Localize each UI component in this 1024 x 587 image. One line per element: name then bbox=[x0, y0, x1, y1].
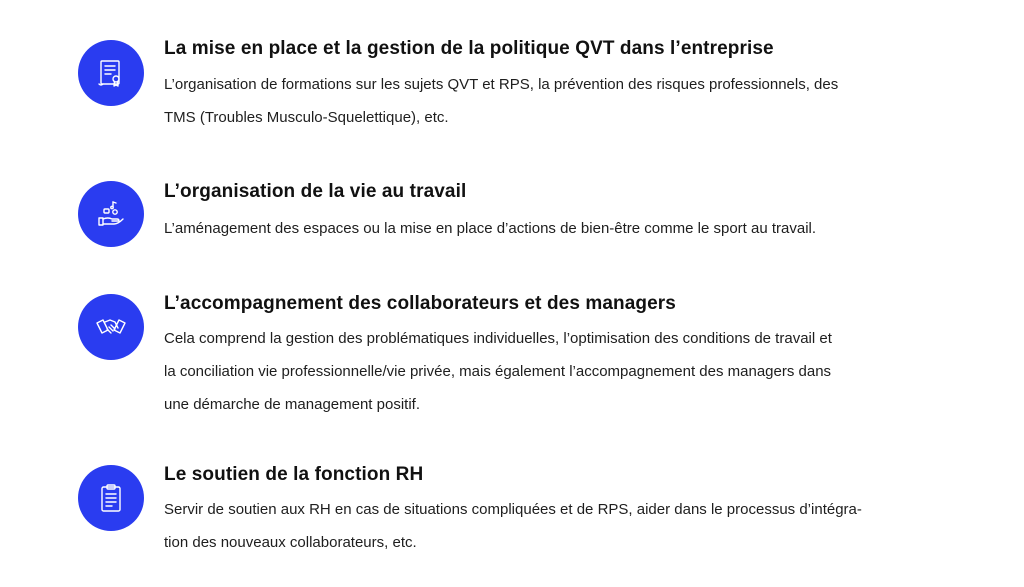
item-description: Servir de soutien aux RH en cas de situations compliquées et de RPS, aider dans le processus d’intégra- tion des nouveaux collaborateurs, etc. bbox=[164, 501, 862, 551]
item-title: L’accompagnement des collaborateurs et des managers bbox=[164, 293, 676, 314]
item-title: Le soutien de la fonction RH bbox=[164, 464, 424, 485]
handshake-icon bbox=[78, 294, 144, 360]
clipboard-icon bbox=[78, 465, 144, 531]
hand-wellbeing-icon bbox=[78, 181, 144, 247]
item-description: L’aménagement des espaces ou la mise en place d’actions de bien-être comme le sport au travail. bbox=[164, 220, 817, 237]
certificate-icon bbox=[78, 40, 144, 106]
item-title: La mise en place et la gestion de la politique QVT dans l’entreprise bbox=[164, 38, 774, 59]
item-description: L’organisation de formations sur les sujets QVT et RPS, la prévention des risques professionnels, des TMS (Troubles Musculo-Squelettique), etc. bbox=[164, 76, 839, 126]
item-description: Cela comprend la gestion des problématiques individuelles, l’optimisation des conditions de travail et la conciliation vie professionnelle/vie privée, mais également l’accompagnement des managers dans une démarche de management positif. bbox=[164, 330, 832, 413]
item-title: L’organisation de la vie au travail bbox=[164, 181, 467, 202]
